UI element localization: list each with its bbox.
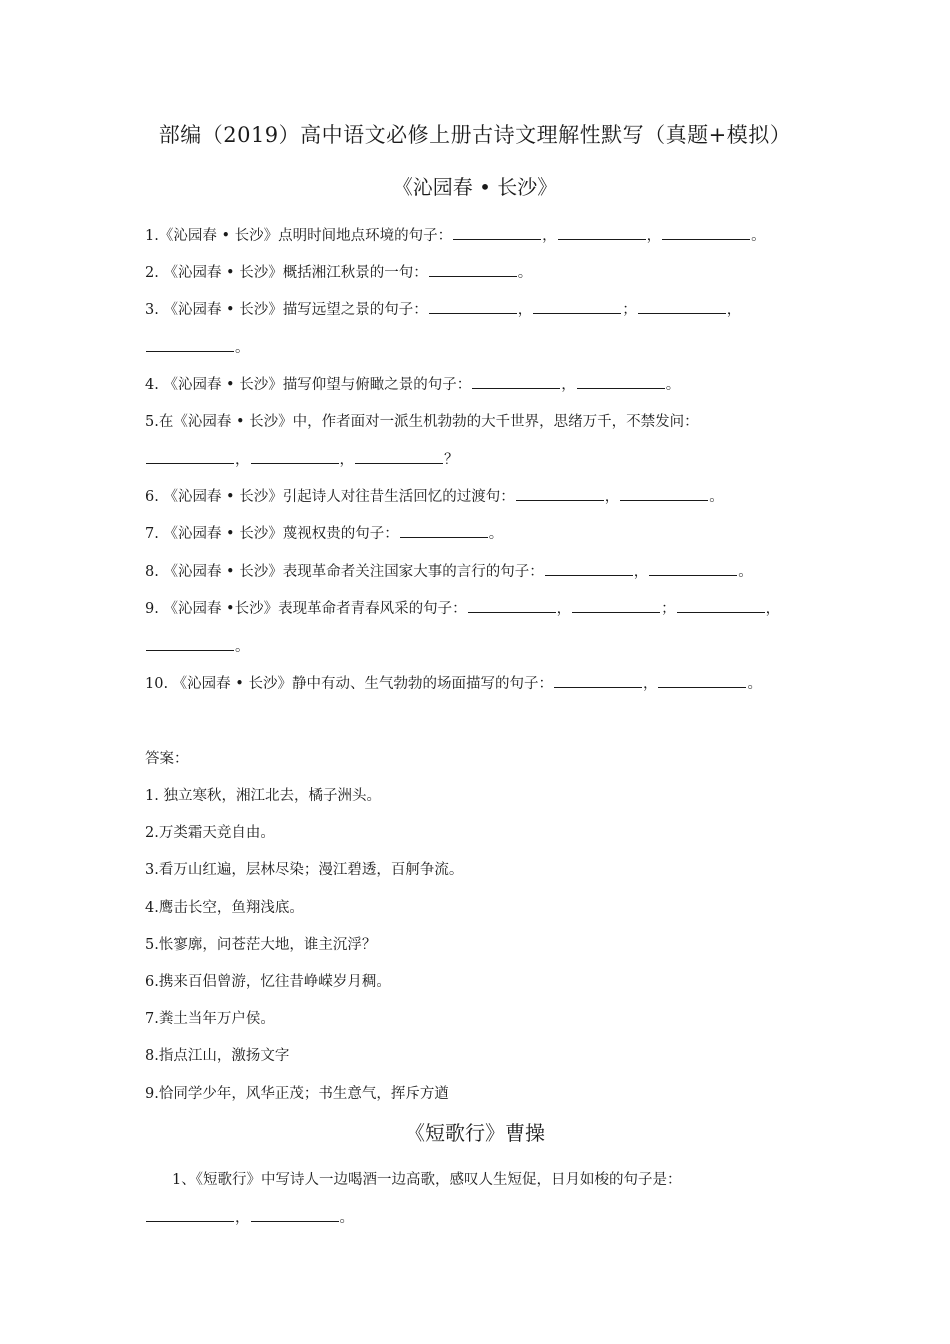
question-2 (145, 261, 810, 285)
punctuation: 。 (235, 639, 250, 655)
question-3 (145, 298, 810, 322)
answer-blank[interactable] (453, 225, 541, 240)
answer-8: 8.指点江山，激扬文字 (145, 1048, 290, 1064)
answer-blank[interactable] (146, 636, 234, 651)
answer-blank[interactable] (554, 673, 642, 688)
punctuation: ， (339, 452, 354, 468)
punctuation: ？ (444, 452, 459, 468)
question-10 (145, 672, 810, 696)
question-5-continued (145, 448, 810, 472)
answer-5: 5.怅寥廓，问苍茫大地，谁主沉浮？ (145, 937, 377, 953)
section2-question-1-continued (145, 1206, 810, 1230)
question-text: 8. 《沁园春 • 长沙》表现革命者关注国家大事的言行的句子： (145, 564, 544, 580)
question-text: 3. 《沁园春 • 长沙》描写远望之景的句子： (145, 302, 428, 318)
answer-blank[interactable] (429, 262, 517, 277)
question-5 (145, 410, 810, 434)
section2-question-1 (172, 1168, 810, 1192)
punctuation: 。 (339, 1210, 354, 1226)
question-text: 1.《沁园春 • 长沙》点明时间地点环境的句子： (145, 228, 453, 244)
answer-1: 1. 独立寒秋，湘江北去，橘子洲头。 (145, 788, 381, 804)
answer-blank[interactable] (251, 449, 339, 464)
question-text: 1、《短歌行》中写诗人一边喝酒一边高歌，感叹人生短促，日月如梭的句子是： (172, 1172, 682, 1188)
question-text: 7. 《沁园春 • 长沙》蔑视权贵的句子： (145, 526, 399, 542)
punctuation: 。 (747, 676, 762, 692)
question-3-continued (145, 336, 810, 360)
answer-blank[interactable] (251, 1207, 339, 1222)
answer-blank[interactable] (146, 1207, 234, 1222)
question-4 (145, 373, 810, 397)
answer-blank[interactable] (429, 299, 517, 314)
answer-blank[interactable] (468, 598, 556, 613)
answer-blank[interactable] (638, 299, 726, 314)
punctuation: 。 (488, 526, 504, 542)
punctuation: ， (542, 228, 557, 244)
punctuation: ， (561, 377, 576, 393)
answer-blank[interactable] (146, 337, 234, 352)
answer-6: 6.携来百侣曾游，忆往昔峥嵘岁月稠。 (145, 974, 391, 990)
punctuation: ， (646, 228, 662, 244)
question-text: 4. 《沁园春 • 长沙》描写仰望与俯瞰之景的句子： (145, 377, 472, 393)
question-text: 6. 《沁园春 • 长沙》引起诗人对往昔生活回忆的过渡句： (145, 489, 515, 505)
answer-blank[interactable] (545, 561, 633, 576)
answer-blank[interactable] (662, 225, 750, 240)
punctuation: 。 (665, 377, 681, 393)
question-9-continued (145, 635, 810, 659)
question-1 (145, 224, 810, 248)
answer-blank[interactable] (677, 598, 765, 613)
answer-7: 7.粪土当年万户侯。 (145, 1011, 275, 1027)
question-text: 5.在《沁园春 • 长沙》中，作者面对一派生机勃勃的大千世界，思绪万千，不禁发问： (145, 414, 699, 430)
punctuation: ， (633, 564, 649, 580)
answer-4: 4.鹰击长空，鱼翔浅底。 (145, 900, 304, 916)
question-text: 2. 《沁园春 • 长沙》概括湘江秋景的一句： (145, 265, 428, 281)
answers-label: 答案： (145, 751, 189, 767)
answer-blank[interactable] (649, 561, 737, 576)
punctuation: ； (661, 601, 676, 617)
answer-blank[interactable] (533, 299, 621, 314)
answer-3: 3.看万山红遍，层林尽染；漫江碧透，百舸争流。 (145, 862, 464, 878)
punctuation: 。 (751, 228, 766, 244)
punctuation: 。 (738, 564, 753, 580)
answer-blank[interactable] (558, 225, 646, 240)
question-text: 9. 《沁园春 •长沙》表现革命者青春风采的句子： (145, 601, 467, 617)
answer-blank[interactable] (577, 374, 665, 389)
question-9 (145, 597, 810, 621)
section-title-qinyuanchun: 《沁园春 • 长沙》 (392, 175, 558, 199)
punctuation: 。 (517, 265, 533, 281)
punctuation: ， (517, 302, 533, 318)
question-8 (145, 560, 810, 584)
punctuation: 。 (235, 340, 250, 356)
section-title-duangexing: 《短歌行》曹操 (405, 1121, 545, 1145)
punctuation: 。 (709, 489, 724, 505)
answer-blank[interactable] (472, 374, 560, 389)
punctuation: ， (765, 601, 781, 617)
answer-blank[interactable] (572, 598, 660, 613)
document-title: 部编（2019）高中语文必修上册古诗文理解性默写（真题+模拟） (158, 123, 792, 147)
answer-blank[interactable] (355, 449, 443, 464)
answer-blank[interactable] (516, 486, 604, 501)
punctuation: ， (235, 1210, 250, 1226)
punctuation: ； (622, 302, 637, 318)
answer-blank[interactable] (620, 486, 708, 501)
answer-blank[interactable] (146, 449, 234, 464)
answer-2: 2.万类霜天竞自由。 (145, 825, 275, 841)
punctuation: ， (604, 489, 620, 505)
answer-blank[interactable] (658, 673, 746, 688)
answer-blank[interactable] (400, 523, 488, 538)
punctuation: ， (235, 452, 250, 468)
question-7 (145, 522, 810, 546)
punctuation: ， (556, 601, 572, 617)
punctuation: ， (726, 302, 742, 318)
punctuation: ， (642, 676, 658, 692)
question-text: 10. 《沁园春 • 长沙》静中有动、生气勃勃的场面描写的句子： (145, 676, 553, 692)
answer-9: 9.恰同学少年，风华正茂；书生意气，挥斥方遒 (145, 1086, 449, 1102)
question-6 (145, 485, 810, 509)
